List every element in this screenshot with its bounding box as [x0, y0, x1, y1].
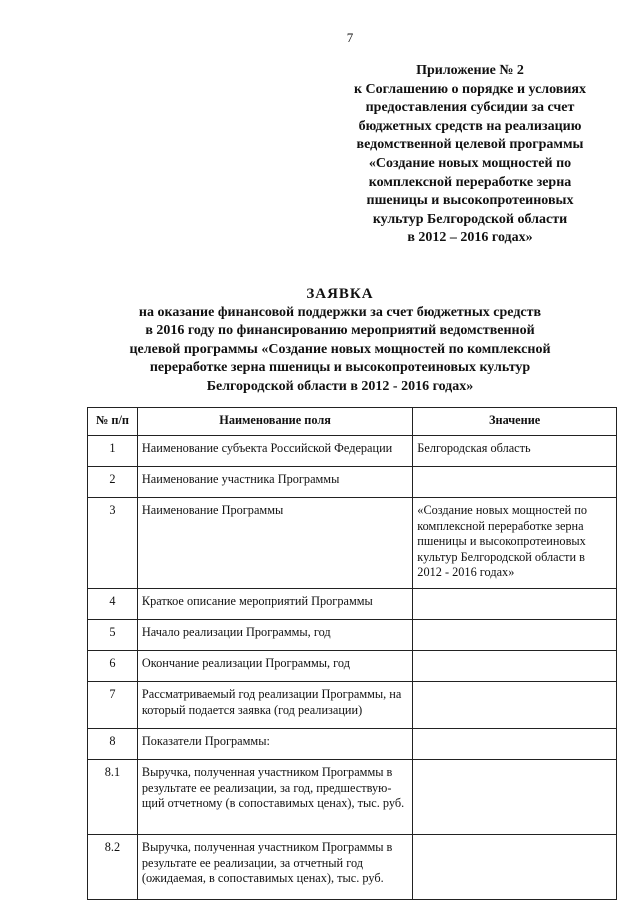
- appendix-line: культур Белгородской области: [372, 211, 568, 227]
- row-field: Начало реализации Программы, год: [137, 620, 412, 651]
- row-number: 4: [88, 589, 138, 620]
- appendix-line: бюджетных средств на реализацию: [358, 118, 582, 134]
- table-row: [88, 682, 617, 729]
- table-row: [88, 835, 617, 900]
- appendix-line: к Соглашению о порядке и условиях: [353, 81, 587, 97]
- row-field: Показатели Программы:: [137, 729, 412, 760]
- row-value: «Создание новых мощностей по комплексной переработке зерна пшеницы и высокопротеиновых культур Белгородской области в 2012 - 2016 годах»: [413, 498, 617, 589]
- request-line: в 2016 году по финансированию мероприятий ведомственной: [145, 323, 535, 339]
- header-value: Значение: [413, 408, 617, 436]
- appendix-line: в 2012 – 2016 годах»: [407, 230, 533, 246]
- header-field-name: Наименование поля: [137, 408, 412, 436]
- row-number: 1: [88, 436, 138, 467]
- page-number: 7: [346, 30, 354, 45]
- row-value: [413, 729, 617, 760]
- row-number: 2: [88, 467, 138, 498]
- row-field: Наименование субъекта Российской Федерации: [137, 436, 412, 467]
- row-number: 7: [88, 682, 138, 729]
- appendix-line: «Создание новых мощностей по: [368, 155, 572, 171]
- row-value: [413, 835, 617, 900]
- appendix-header: [320, 62, 620, 248]
- table-row: [88, 436, 617, 467]
- row-field: Выручка, полученная участником Программы в результате ее реализации, за отчетный год (ожидаемая, в сопоставимых ценах), тыс. руб.: [137, 835, 412, 900]
- table-row: [88, 498, 617, 589]
- request-title: ЗАЯВКА: [306, 286, 374, 302]
- row-value: [413, 682, 617, 729]
- request-line: целевой программы «Создание новых мощностей по комплексной: [129, 341, 551, 357]
- table-row: [88, 729, 617, 760]
- appendix-line: предоставления субсидии за счет: [365, 100, 575, 116]
- header-number: № п/п: [88, 408, 138, 436]
- request-form-table: [87, 407, 617, 900]
- table-row: [88, 651, 617, 682]
- row-value: [413, 467, 617, 498]
- row-number: 5: [88, 620, 138, 651]
- request-line: переработке зерна пшеницы и высокопротеиновых культур: [149, 360, 531, 376]
- table-row: [88, 760, 617, 835]
- row-number: 3: [88, 498, 138, 589]
- appendix-line: ведомственной целевой программы: [356, 137, 584, 153]
- row-field: Выручка, полученная участником Программы в результате ее реализации, за год, предшествую-щий отчетному (в сопоставимых ценах), тыс. руб.: [137, 760, 412, 835]
- row-field: Наименование участника Программы: [137, 467, 412, 498]
- row-field: Краткое описание мероприятий Программы: [137, 589, 412, 620]
- row-number: 6: [88, 651, 138, 682]
- table-row: [88, 467, 617, 498]
- row-number: 8.1: [88, 760, 138, 835]
- table-row: [88, 589, 617, 620]
- appendix-line: пшеницы и высокопротеиновых: [366, 193, 574, 209]
- request-line: на оказание финансовой поддержки за счет бюджетных средств: [138, 304, 542, 320]
- row-field: Окончание реализации Программы, год: [137, 651, 412, 682]
- row-value: [413, 620, 617, 651]
- table-header-row: [88, 408, 617, 436]
- appendix-line: комплексной переработке зерна: [368, 174, 572, 190]
- row-field: Рассматриваемый год реализации Программы, на который подается заявка (год реализации): [137, 682, 412, 729]
- row-value: [413, 760, 617, 835]
- request-line: Белгородской области в 2012 - 2016 годах»: [206, 378, 474, 394]
- row-value: Белгородская область: [413, 436, 617, 467]
- request-heading: [90, 285, 590, 397]
- row-field: Наименование Программы: [137, 498, 412, 589]
- row-number: 8: [88, 729, 138, 760]
- row-value: [413, 651, 617, 682]
- row-value: [413, 589, 617, 620]
- appendix-title: Приложение № 2: [416, 63, 524, 78]
- row-number: 8.2: [88, 835, 138, 900]
- table-row: [88, 620, 617, 651]
